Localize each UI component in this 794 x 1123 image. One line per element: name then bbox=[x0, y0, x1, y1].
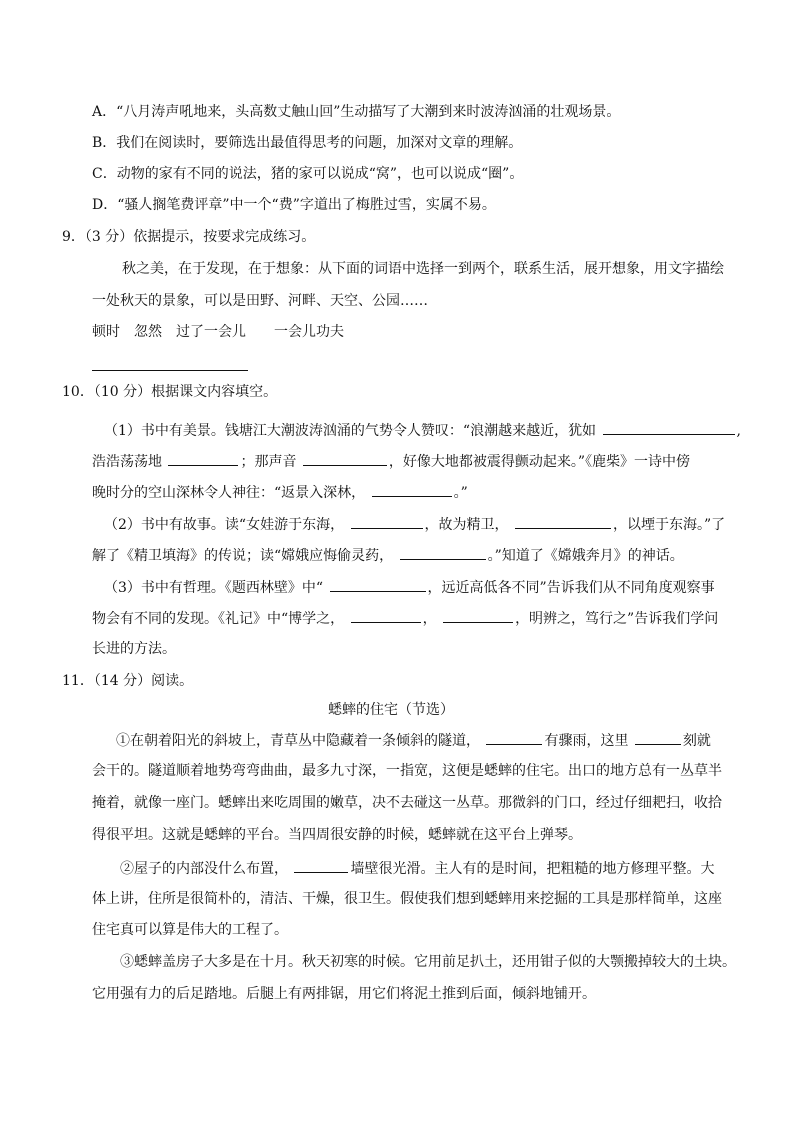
passage-para2-text-b: 墙壁很光滑。主人有的是时间，把粗糙的地方修理平整。大 bbox=[350, 861, 715, 877]
q10-part3-text-d: ， bbox=[422, 611, 437, 627]
q10-part2-text-e: 。”知道了《嫦娥奔月》的神话。 bbox=[487, 548, 684, 564]
option-a: A．“八月涛声吼地来，头高数丈触山回”生动描写了大潮到来时波涛汹涌的壮观场景。 bbox=[92, 104, 621, 120]
q10-part1-text-b: 浩浩荡荡地 bbox=[92, 454, 162, 470]
q10-part1-line3 bbox=[92, 482, 468, 502]
fill-blank[interactable] bbox=[303, 451, 387, 466]
q9-word-choices: 顿时 忽然 过了一会儿 一会儿功夫 bbox=[92, 324, 344, 340]
fill-blank[interactable] bbox=[443, 608, 513, 623]
q10-header: 10．（10 分）根据课文内容填空。 bbox=[62, 384, 278, 400]
fill-blank[interactable] bbox=[351, 514, 423, 529]
passage-para1-text-c: 刻就 bbox=[682, 733, 711, 749]
q10-part3-text-b: ，远近高低各不同”告诉我们从不同角度观察事 bbox=[427, 580, 715, 596]
option-b: B．我们在阅读时，要筛选出最值得思考的问题，加深对文章的理解。 bbox=[92, 135, 523, 151]
fill-blank[interactable] bbox=[372, 482, 452, 497]
q10-part3-text-e: ，明辨之，笃行之”告诉我们学问 bbox=[515, 611, 719, 627]
passage-para1-line4: 得很平坦。这就是蟋蟀的平台。当四周很安静的时候，蟋蟀就在这平台上弹琴。 bbox=[92, 827, 582, 843]
fill-blank[interactable] bbox=[400, 545, 486, 560]
option-c: C．动物的家有不同的说法，猪的家可以说成“窝”，也可以说成“圈”。 bbox=[92, 166, 524, 182]
fill-blank[interactable] bbox=[351, 608, 421, 623]
q9-header: 9．（3 分）依据提示，按要求完成练习。 bbox=[62, 229, 316, 245]
fill-blank[interactable] bbox=[603, 420, 735, 435]
passage-para3-line2: 它用强有力的后足踏地。后腿上有两排锯，用它们将泥土推到后面，倾斜地铺开。 bbox=[92, 986, 596, 1002]
q10-part2-text-c: ，以堙于东海。”了 bbox=[612, 517, 726, 533]
fill-blank[interactable] bbox=[168, 451, 238, 466]
passage-para2-line3: 住宅真可以算是伟大的工程了。 bbox=[92, 922, 288, 938]
fill-blank[interactable] bbox=[515, 514, 611, 529]
q10-part1-line1: （1）书中有美景。钱塘江大潮波涛汹涌的气势令人赞叹：“浪潮越来越近，犹如 , bbox=[104, 420, 741, 440]
q10-part3-text-c: 物会有不同的发现。《礼记》中“博学之， bbox=[92, 611, 345, 627]
q10-part3-text-a: （3）书中有哲理。《题西林壁》中“ bbox=[104, 580, 324, 596]
q10-part3-line1 bbox=[104, 577, 715, 597]
q10-part1-text-d: ，好像大地都被震得颤动起来。”《鹿柴》一诗中傍 bbox=[388, 454, 691, 470]
fill-blank[interactable] bbox=[294, 858, 348, 873]
passage-para1-line3: 掩着，就像一座门。蟋蟀出来吃周围的嫩草，决不去碰这一丛草。那微斜的门口，经过仔细耙扫，收拾 bbox=[92, 795, 722, 811]
fill-blank[interactable] bbox=[486, 730, 542, 745]
q10-part1-text-e: 晚时分的空山深林令人神往：“返景入深林， bbox=[92, 485, 366, 501]
fill-blank[interactable] bbox=[635, 730, 681, 745]
fill-blank[interactable] bbox=[330, 577, 426, 592]
passage-para2-line1 bbox=[120, 858, 714, 878]
q10-part2-line2 bbox=[92, 545, 684, 565]
passage-title: 蟋蟀的住宅（节选） bbox=[328, 702, 454, 718]
q10-part1-line2 bbox=[92, 451, 690, 471]
q10-part2-line1 bbox=[104, 514, 725, 534]
passage-para2-text-a: ②屋子的内部没什么布置， bbox=[120, 861, 288, 877]
q10-part3-line2 bbox=[92, 608, 718, 628]
q10-part3-line3: 长进的方法。 bbox=[92, 641, 176, 657]
q10-part2-text-a: （2）书中有故事。读“女娃游于东海， bbox=[104, 517, 345, 533]
passage-para1-line2: 会干的。隧道顺着地势弯弯曲曲，最多九寸深，一指宽，这便是蟋蟀的住宅。出口的地方总有一丛草半 bbox=[92, 763, 722, 779]
passage-para1-line1 bbox=[116, 730, 711, 750]
q10-part2-text-b: ，故为精卫， bbox=[424, 517, 509, 533]
q10-part1-text-a: （1）书中有美景。钱塘江大潮波涛汹涌的气势令人赞叹：“浪潮越来越近，犹如 bbox=[104, 423, 597, 439]
passage-para3-line1: ③蟋蟀盖房子大多是在十月。秋天初寒的时候。它用前足扒土，还用钳子似的大颚搬掉较大的土块。 bbox=[120, 954, 736, 970]
q10-part1-text-f: 。” bbox=[453, 485, 468, 501]
q10-part2-text-d: 解了《精卫填海》的传说；读“嫦娥应悔偷灵药， bbox=[92, 548, 394, 564]
q9-answer-line[interactable] bbox=[92, 370, 248, 371]
passage-para2-line2: 体上讲，住所是很简朴的，清洁、干燥，很卫生。假使我们想到蟋蟀用来挖掘的工具是那样简单，这座 bbox=[92, 891, 722, 907]
q9-prompt-line-2: 一处秋天的景象，可以是田野、河畔、天空、公园…… bbox=[92, 293, 428, 309]
option-d: D．“骚人搁笔费评章”中一个“费”字道出了梅胜过雪，实属不易。 bbox=[92, 197, 496, 213]
passage-para1-text-a: ①在朝着阳光的斜坡上，青草丛中隐藏着一条倾斜的隧道， bbox=[116, 733, 480, 749]
passage-para1-text-b: 有骤雨，这里 bbox=[544, 733, 629, 749]
q11-header: 11．（14 分）阅读。 bbox=[62, 673, 194, 689]
q10-part1-text-c: ；那声音 bbox=[240, 454, 297, 470]
q9-prompt-line-1: 秋之美，在于发现，在于想象：从下面的词语中选择一到两个，联系生活，展开想象，用文字描绘 bbox=[122, 261, 724, 277]
